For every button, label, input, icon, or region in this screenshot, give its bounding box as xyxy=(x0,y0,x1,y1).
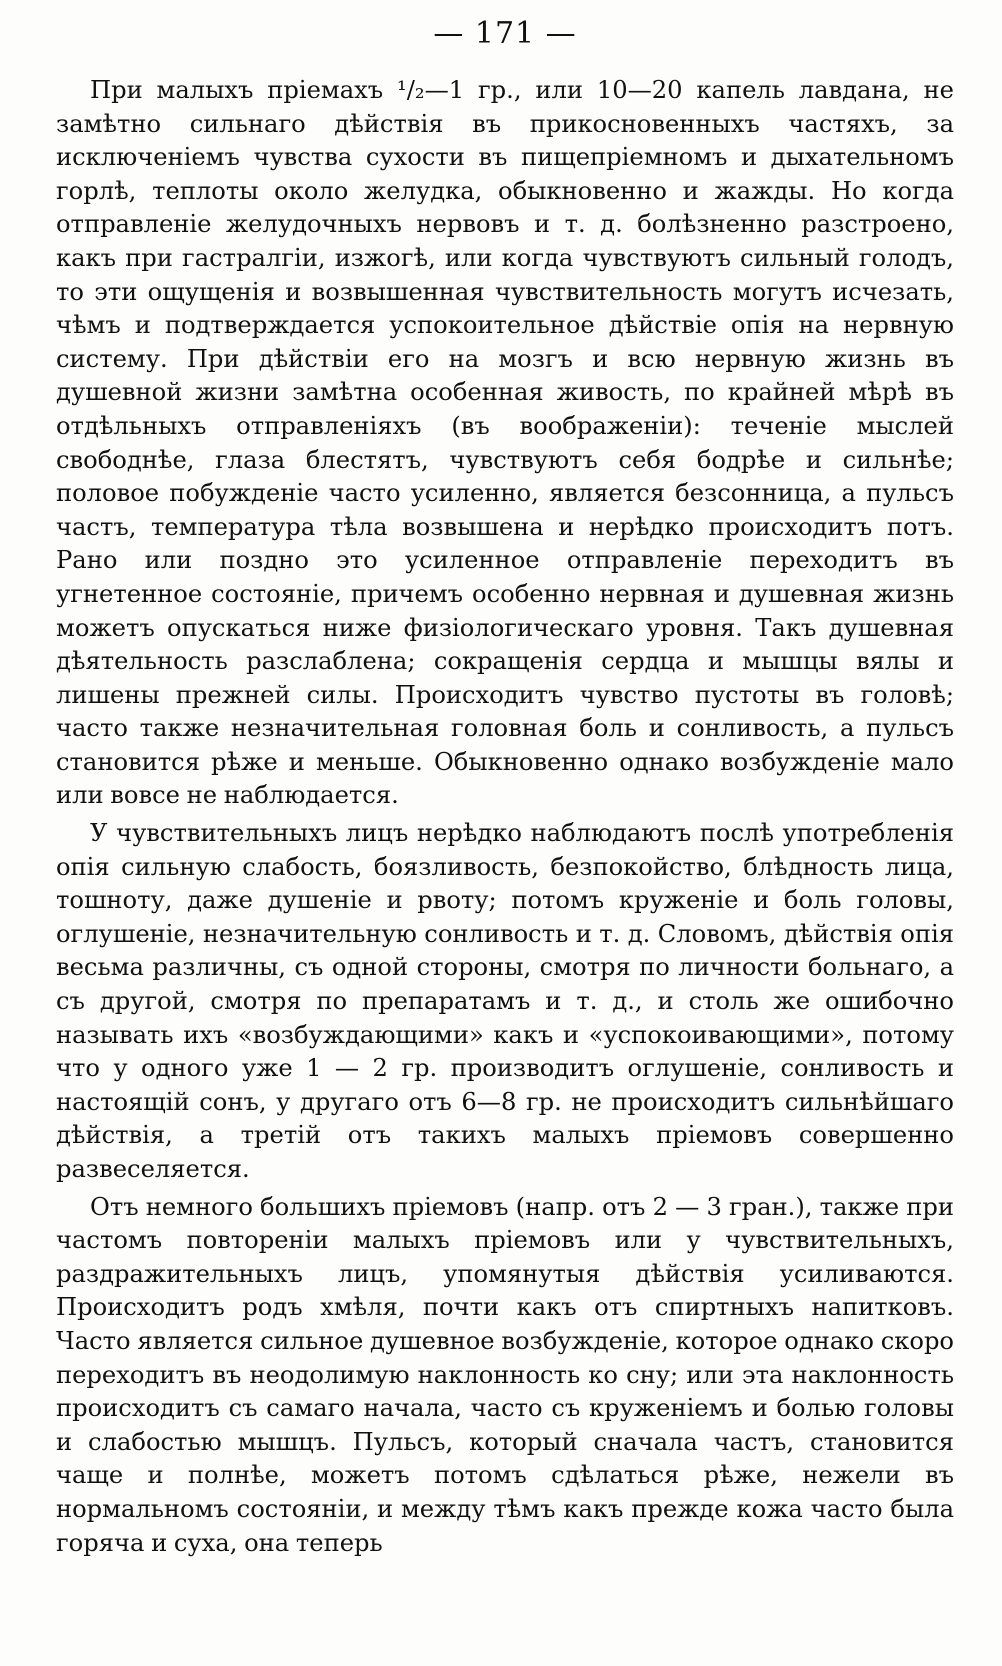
paragraph-2: У чувствительныхъ лицъ нерѣдко наблюдаютъ послѣ употребленія опія сильную слабость, боязливость, безпокойство, блѣдность лица, тошноту, даже душеніе и рвоту; потомъ круженіе и боль головы, оглушеніе, незначительную сонливость и т. д. Словомъ, дѣйствія опія весьма различны, съ одной стороны, смотря по личности больнаго, а съ другой, смотря по препаратамъ и т. д., и столь же ошибочно называть ихъ «возбуждающими» какъ и «успокоивающими», потому что у одного уже 1 — 2 гр. производитъ оглушеніе, сонливость и настоящій сонъ, у другаго отъ 6—8 гр. не происходитъ сильнѣйшаго дѣйствія, а третій отъ такихъ малыхъ пріемовъ совершенно развеселяется. xyxy=(56,819,954,1183)
paragraph-1: При малыхъ пріемахъ ¹/₂—1 гр., или 10—20 капель лавдана, не замѣтно сильнаго дѣйствія въ прикосновенныхъ частяхъ, за исключеніемъ чувства сухости въ пищепріемномъ и дыхательномъ горлѣ, теплоты около желудка, обыкновенно и жажды. Но когда отправленіе желудочныхъ нервовъ и т. д. болѣзненно разстроено, какъ при гастралгіи, изжогѣ, или когда чувствуютъ сильный голодъ, то эти ощущенія и возвышенная чувствительность могутъ исчезать, чѣмъ и подтверждается успокоительное дѣйствіе опія на нервную систему. При дѣйствіи его на мозгъ и всю нервную жизнь въ душевной жизни замѣтна особенная живость, по крайней мѣрѣ въ отдѣльныхъ отправленіяхъ (въ воображеніи): теченіе мыслей свободнѣе, глаза блестятъ, чувствуютъ себя бодрѣе и сильнѣе; половое побужденіе часто усиленно, является безсонница, а пульсъ частъ, температура тѣла возвышена и нерѣдко происходитъ потъ. Рано или поздно это усиленное отправленіе переходитъ въ угнетенное состояніе, причемъ особенно нервная и душевная жизнь можетъ опускаться ниже физіологическаго уровня. Такъ душевная дѣятельность разслаблена; сокращенія сердца и мышцы вялы и лишены прежней силы. Происходитъ чувство пустоты въ головѣ; часто также незначительная головная боль и сонливость, а пульсъ становится рѣже и меньше. Обыкновенно однако возбужденіе мало или вовсе не наблюдается. xyxy=(56,76,954,810)
paragraph-3: Отъ немного большихъ пріемовъ (напр. отъ 2 — 3 гран.), также при частомъ повтореніи малыхъ пріемовъ или у чувствительныхъ, раздражительныхъ лицъ, упомянутыя дѣйствія усиливаются. Происходитъ родъ хмѣля, почти какъ отъ спиртныхъ напитковъ. Часто является сильное душевное возбужденіе, которое однако скоро переходитъ въ неодолимую наклонность ко сну; или эта наклонность происходитъ съ самаго начала, часто съ круженіемъ и болью головы и слабостью мышцъ. Пульсъ, который сначала частъ, становится чаще и полнѣе, можетъ потомъ сдѣлаться рѣже, нежели въ нормальномъ состояніи, и между тѣмъ какъ прежде кожа часто была горяча и суха, она теперь xyxy=(56,1192,954,1557)
page-number: — 171 — xyxy=(433,16,577,51)
page-body xyxy=(56,74,954,1560)
